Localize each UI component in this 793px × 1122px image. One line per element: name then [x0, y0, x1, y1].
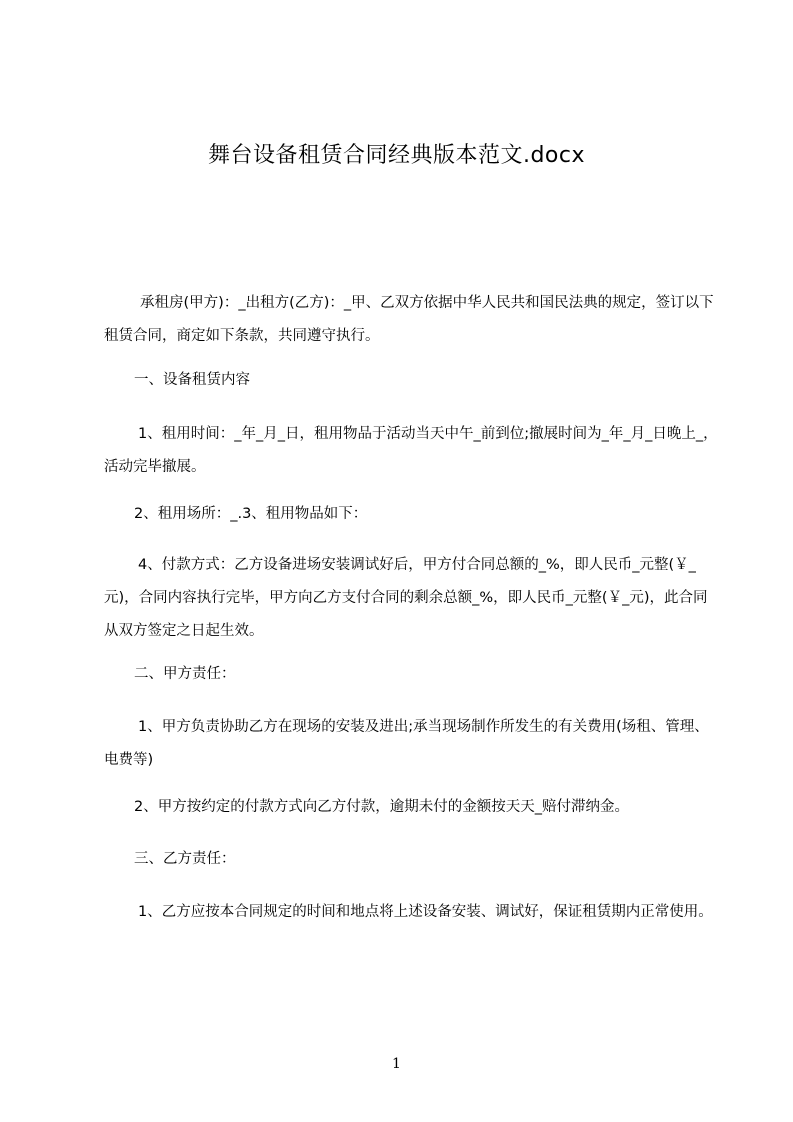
- paragraph-rental-venue: 2、租用场所：_.3、租用物品如下：: [134, 506, 368, 522]
- document-title: 舞台设备租赁合同经典版本范文.docx: [207, 143, 586, 168]
- paragraph-preamble: 承租房(甲方)：_出租方(乙方)：_甲、乙双方依据中华人民共和国民法典的规定，签订以下租赁合同，商定如下条款，共同遵守执行。: [104, 295, 714, 344]
- paragraph-party-a-duty-2: 2、甲方按约定的付款方式向乙方付款，逾期未付的金额按天天_赔付滞纳金。: [134, 799, 629, 815]
- heading-section-2: 二、甲方责任：: [134, 666, 236, 682]
- paragraph-party-a-duty-1: 1、甲方负责协助乙方在现场的安装及进出;承当现场制作所发生的有关费用(场租、管理、电费等): [104, 719, 709, 768]
- heading-section-3: 三、乙方责任：: [134, 851, 236, 867]
- heading-section-1: 一、设备租赁内容: [134, 372, 250, 388]
- page-number: 1: [392, 1056, 401, 1072]
- paragraph-party-b-duty-1: 1、乙方应按本合同规定的时间和地点将上述设备安装、调试好，保证租赁期内正常使用。: [138, 904, 713, 920]
- paragraph-payment: 4、付款方式：乙方设备进场安装调试好后，甲方付合同总额的_%，即人民币_元整(￥_元)，合同内容执行完毕，甲方向乙方支付合同的剩余总额_%，即人民币_元整(￥_元)，此合同从双方签定之日起生效。: [104, 557, 708, 639]
- paragraph-rental-time: 1、租用时间：_年_月_日，租用物品于活动当天中午_前到位;撤展时间为_年_月_日晚上_，活动完毕撤展。: [104, 426, 718, 475]
